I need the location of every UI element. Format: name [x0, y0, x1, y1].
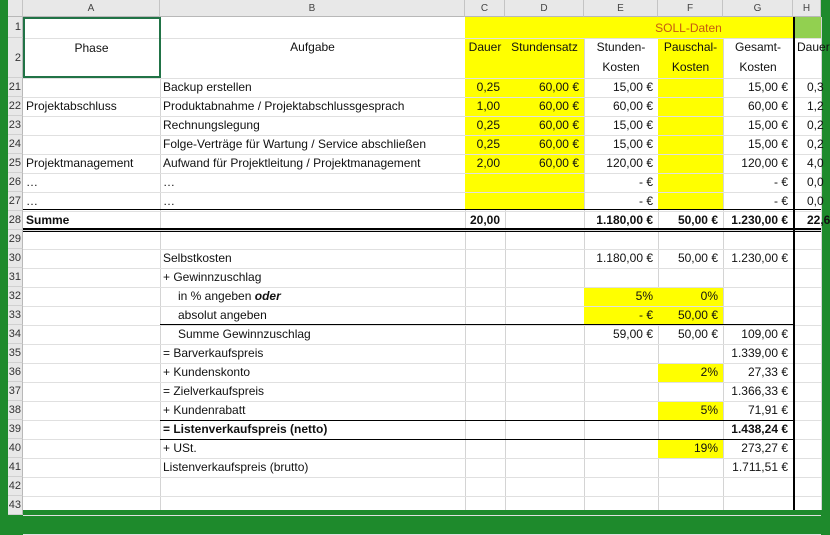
- cell-ges-30[interactable]: 1.230,00 €: [731, 251, 788, 265]
- cell-ges-39[interactable]: 1.438,24 €: [731, 422, 788, 436]
- row-header-25[interactable]: 25: [8, 154, 23, 173]
- grid-hline: [23, 515, 821, 516]
- cell-h-27[interactable]: 0,0: [807, 194, 824, 208]
- grid-hline: [23, 477, 821, 478]
- cell-aufgabe-35[interactable]: = Barverkaufspreis: [163, 346, 264, 360]
- header-gesamt-kosten-1[interactable]: Gesamt-: [734, 40, 781, 54]
- cell-aufgabe-27[interactable]: …: [163, 194, 175, 208]
- cell-ges-28[interactable]: 1.230,00 €: [731, 213, 788, 227]
- cell-ges-37[interactable]: 1.366,33 €: [731, 384, 788, 398]
- row-header-24[interactable]: 24: [8, 135, 23, 154]
- soll-daten-label: SOLL-Daten: [655, 21, 722, 35]
- row-header-29[interactable]: 29: [8, 230, 23, 249]
- cell-aufgabe-33[interactable]: absolut angeben: [178, 308, 267, 322]
- cell-std-23[interactable]: 15,00 €: [612, 118, 653, 132]
- cell-pau-40[interactable]: 19%: [693, 441, 718, 455]
- cell-phase-27[interactable]: …: [26, 194, 38, 208]
- cell-ges-21[interactable]: 15,00 €: [747, 80, 788, 94]
- cell-std-21[interactable]: 15,00 €: [612, 80, 653, 94]
- cell-aufgabe-23[interactable]: Rechnungslegung: [163, 118, 260, 132]
- cell-std-32[interactable]: 5%: [635, 289, 653, 303]
- header-gesamt-kosten-2[interactable]: Kosten: [739, 60, 777, 74]
- cell-std-33[interactable]: - €: [638, 308, 653, 322]
- cell-std-26[interactable]: - €: [638, 175, 653, 189]
- cell-pau-28[interactable]: 50,00 €: [677, 213, 718, 227]
- row-header-30[interactable]: 30: [8, 249, 23, 268]
- cell-h-25[interactable]: 4,0: [807, 156, 824, 170]
- cell-satz-22[interactable]: 60,00 €: [538, 99, 579, 113]
- cell-aufgabe-31[interactable]: + Gewinnzuschlag: [163, 270, 262, 284]
- row-header-22[interactable]: 22: [8, 97, 23, 116]
- row-header-33[interactable]: 33: [8, 306, 23, 325]
- cell-phase-22[interactable]: Projektabschluss: [26, 99, 117, 113]
- cell-dauer-23[interactable]: 0,25: [476, 118, 500, 132]
- header-dauer[interactable]: Dauer: [468, 40, 502, 54]
- cell-std-28[interactable]: 1.180,00 €: [596, 213, 653, 227]
- cell-aufgabe-30[interactable]: Selbstkosten: [163, 251, 232, 265]
- border-below-summe-2: [23, 231, 821, 232]
- emphasis-oder: oder: [254, 289, 281, 303]
- cell-aufgabe-21[interactable]: Backup erstellen: [163, 80, 252, 94]
- row-header-28[interactable]: 28: [8, 211, 23, 230]
- cell-ges-36[interactable]: 27,33 €: [747, 365, 788, 379]
- cell-aufgabe-26[interactable]: …: [163, 175, 175, 189]
- cell-aufgabe-24[interactable]: Folge-Verträge für Wartung / Service abschließen: [163, 137, 427, 151]
- cell-dauer-21[interactable]: 0,25: [476, 80, 500, 94]
- cell-ges-24[interactable]: 15,00 €: [747, 137, 788, 151]
- cell-ges-27[interactable]: - €: [773, 194, 788, 208]
- border-below-summe: [23, 228, 821, 230]
- cell-dauer-28[interactable]: 20,00: [469, 213, 500, 227]
- row-header-21[interactable]: 21: [8, 78, 23, 97]
- cell-std-22[interactable]: 60,00 €: [612, 99, 653, 113]
- header-dauer-h[interactable]: Dauer: [797, 40, 830, 54]
- row-header-34[interactable]: 34: [8, 325, 23, 344]
- grid-hline: [23, 496, 821, 497]
- cell-aufgabe-25[interactable]: Aufwand für Projektleitung / Projektmanagement: [163, 156, 421, 170]
- cell-ges-38[interactable]: 71,91 €: [747, 403, 788, 417]
- cell-phase-26[interactable]: …: [26, 175, 38, 189]
- cell-ges-25[interactable]: 120,00 €: [741, 156, 788, 170]
- selected-cell-outline: [23, 17, 161, 78]
- row-header-39[interactable]: 39: [8, 420, 23, 439]
- cell-phase-25[interactable]: Projektmanagement: [26, 156, 134, 170]
- cell-ges-26[interactable]: - €: [773, 175, 788, 189]
- cell-satz-21[interactable]: 60,00 €: [538, 80, 579, 94]
- cell-ges-41[interactable]: 1.711,51 €: [732, 460, 788, 474]
- cell-ges-23[interactable]: 15,00 €: [747, 118, 788, 132]
- row-header-43[interactable]: 43: [8, 496, 23, 515]
- column-header-d[interactable]: D: [505, 0, 584, 17]
- row-header-35[interactable]: 35: [8, 344, 23, 363]
- cell-std-24[interactable]: 15,00 €: [612, 137, 653, 151]
- column-header-f[interactable]: F: [658, 0, 723, 17]
- cell-ges-35[interactable]: 1.339,00 €: [731, 346, 788, 360]
- cell-pau-32[interactable]: 0%: [700, 289, 718, 303]
- row-header-36[interactable]: 36: [8, 363, 23, 382]
- border-above-summe: [23, 209, 821, 210]
- border-above-listenpreis-netto: [160, 420, 793, 421]
- cell-satz-23[interactable]: 60,00 €: [538, 118, 579, 132]
- cell-ges-34[interactable]: 109,00 €: [741, 327, 788, 341]
- column-header-e[interactable]: E: [584, 0, 658, 17]
- row-header-23[interactable]: 23: [8, 116, 23, 135]
- header-pauschal-kosten-1[interactable]: Pauschal-: [663, 40, 718, 54]
- column-header-c[interactable]: C: [465, 0, 505, 17]
- cell-aufgabe-34[interactable]: Summe Gewinnzuschlag: [178, 327, 311, 341]
- cell-pau-33[interactable]: 50,00 €: [677, 308, 718, 322]
- cell-h-24[interactable]: 0,2: [807, 137, 824, 151]
- cell-ges-40[interactable]: 273,27 €: [741, 441, 788, 455]
- header-stundensatz[interactable]: Stundensatz: [511, 40, 578, 54]
- column-header-a[interactable]: A: [23, 0, 160, 17]
- cell-aufgabe-32[interactable]: in % angeben oder: [178, 289, 281, 303]
- row-header-32[interactable]: 32: [8, 287, 23, 306]
- cell-dauer-25[interactable]: 2,00: [476, 156, 500, 170]
- cell-pau-38[interactable]: 5%: [700, 403, 718, 417]
- column-header-b[interactable]: B: [160, 0, 465, 17]
- row-header-38[interactable]: 38: [8, 401, 23, 420]
- header-phase[interactable]: Phase: [74, 41, 109, 55]
- cell-ges-22[interactable]: 60,00 €: [747, 99, 788, 113]
- cell-h-26[interactable]: 0,0: [807, 175, 824, 189]
- border-below-listenpreis-netto: [160, 439, 793, 440]
- cell-aufgabe-22[interactable]: Produktabnahme / Projektabschlussgesprach: [163, 99, 405, 113]
- h-header-band: [794, 17, 821, 38]
- header-pauschal-kosten-2[interactable]: Kosten: [671, 60, 710, 74]
- row-header-31[interactable]: 31: [8, 268, 23, 287]
- border-col-h-left: [793, 17, 795, 510]
- cell-aufgabe-39[interactable]: = Listenverkaufspreis (netto): [163, 422, 328, 436]
- cell-aufgabe-37[interactable]: = Zielverkaufspreis: [163, 384, 265, 398]
- cell-std-30[interactable]: 1.180,00 €: [596, 251, 653, 265]
- cell-aufgabe-41[interactable]: Listenverkaufspreis (brutto): [163, 460, 309, 474]
- cell-aufgabe-36[interactable]: + Kundenskonto: [163, 365, 251, 379]
- row-header-27[interactable]: 27: [8, 192, 23, 211]
- select-all-corner[interactable]: [8, 0, 23, 17]
- cell-std-27[interactable]: - €: [638, 194, 653, 208]
- spreadsheet-window: [8, 0, 830, 511]
- cell-dauer-22[interactable]: 1,00: [476, 99, 500, 113]
- cell-satz-24[interactable]: 60,00 €: [538, 137, 579, 151]
- header-aufgabe[interactable]: Aufgabe: [290, 40, 335, 54]
- column-header-g[interactable]: G: [723, 0, 793, 17]
- row-header-40[interactable]: 40: [8, 439, 23, 458]
- cell-aufgabe-40[interactable]: + USt.: [163, 441, 197, 455]
- cell-dauer-24[interactable]: 0,25: [476, 137, 500, 151]
- row-header-41[interactable]: 41: [8, 458, 23, 477]
- cell-pau-34[interactable]: 50,00 €: [677, 327, 718, 341]
- header-stunden-kosten-2[interactable]: Kosten: [602, 60, 640, 74]
- cell-h-23[interactable]: 0,2: [807, 118, 824, 132]
- border-above-summe-gewinnzuschlag: [160, 324, 793, 325]
- cell-std-34[interactable]: 59,00 €: [612, 327, 653, 341]
- row-header-37[interactable]: 37: [8, 382, 23, 401]
- cell-satz-25[interactable]: 60,00 €: [538, 156, 579, 170]
- cell-h-21[interactable]: 0,3: [807, 80, 824, 94]
- row-header-2[interactable]: 2: [8, 38, 23, 78]
- cell-h-28[interactable]: 22,6: [807, 213, 830, 227]
- cell-std-25[interactable]: 120,00 €: [606, 156, 653, 170]
- row-header-26[interactable]: 26: [8, 173, 23, 192]
- cell-aufgabe-38[interactable]: + Kundenrabatt: [163, 403, 246, 417]
- column-header-h[interactable]: H: [793, 0, 821, 17]
- cell-pau-36[interactable]: 2%: [700, 365, 718, 379]
- cell-phase-28[interactable]: Summe: [26, 213, 70, 227]
- row-header-42[interactable]: 42: [8, 477, 23, 496]
- cell-h-22[interactable]: 1,2: [807, 99, 824, 113]
- row-header-1[interactable]: 1: [8, 17, 23, 38]
- cell-pau-30[interactable]: 50,00 €: [677, 251, 718, 265]
- header-stunden-kosten-1[interactable]: Stunden-: [596, 40, 646, 54]
